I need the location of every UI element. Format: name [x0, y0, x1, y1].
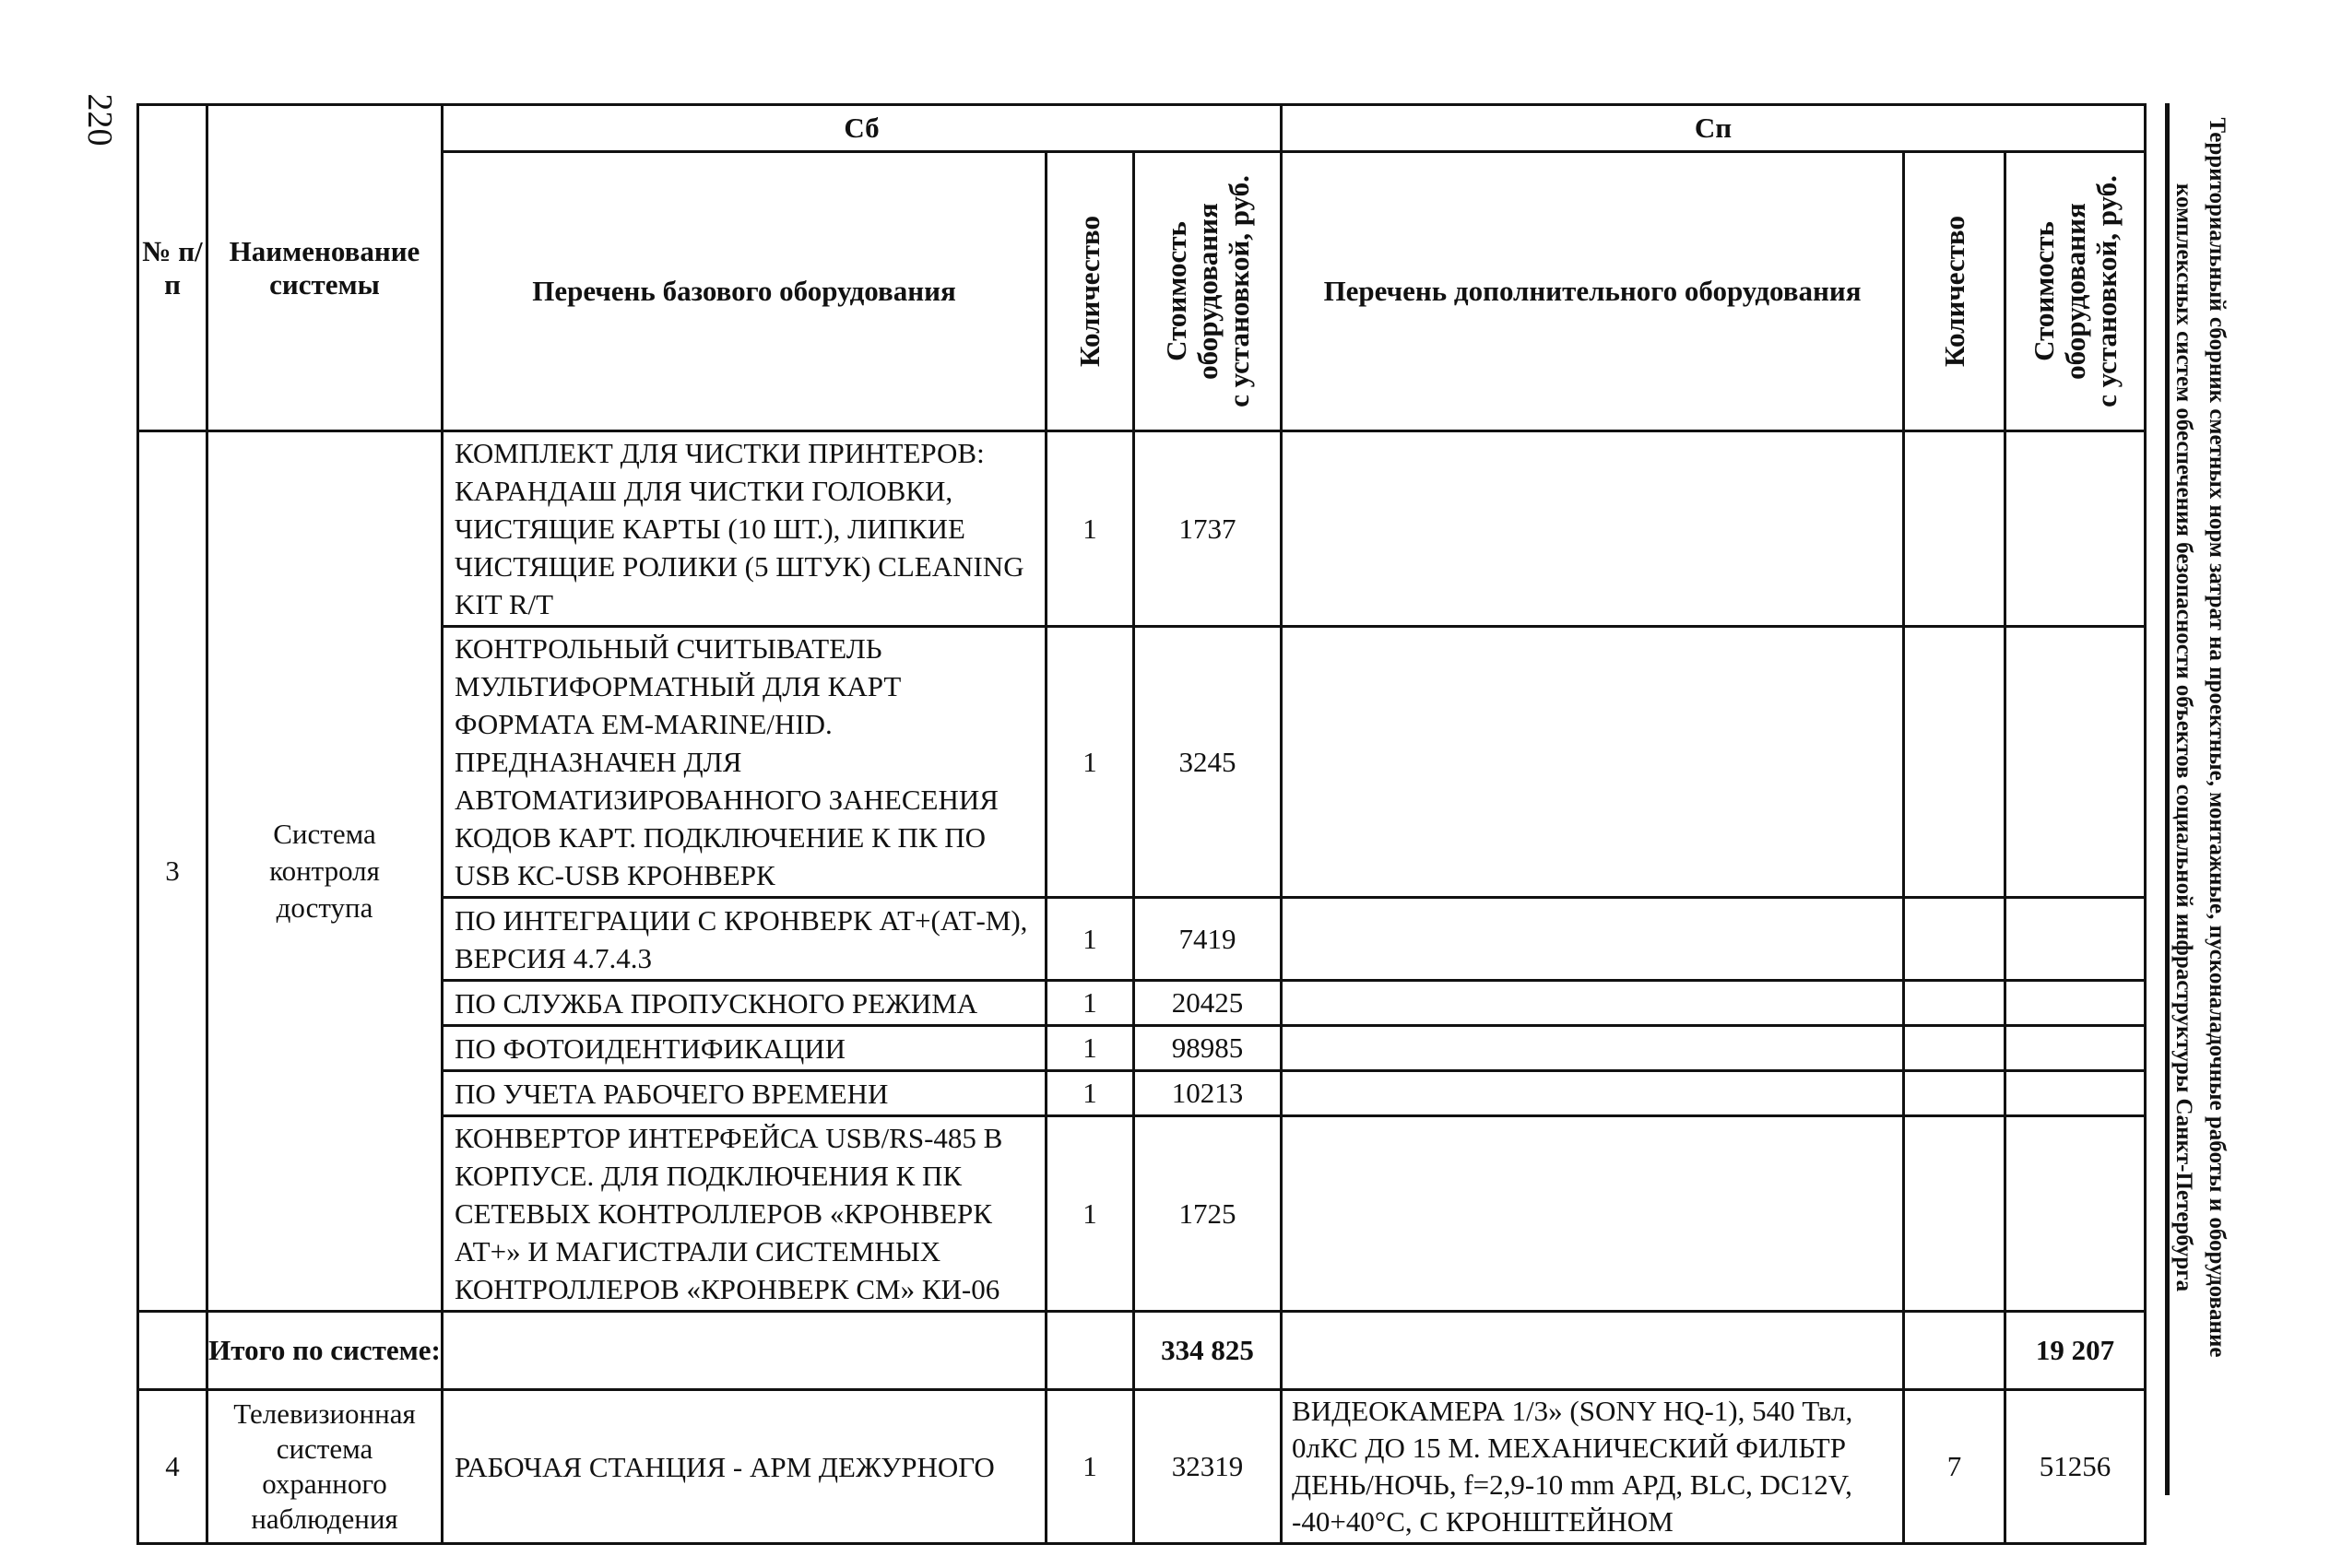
- section4-base-qty: 1: [1047, 1390, 1134, 1544]
- total-label: Итого по системе:: [207, 1312, 443, 1390]
- section3-item-qty: 1: [1047, 1026, 1134, 1071]
- table-row: [138, 1390, 2146, 1544]
- table-row: [138, 431, 2146, 627]
- section3-item-cost: 10213: [1134, 1071, 1282, 1116]
- empty-cell: [1904, 981, 2005, 1026]
- side-divider: [2165, 103, 2170, 1495]
- empty-cell: [2005, 1071, 2146, 1116]
- empty-cell: [1904, 431, 2005, 627]
- section3-item-cost: 98985: [1134, 1026, 1282, 1071]
- empty-cell: [138, 1312, 207, 1390]
- section3-item-cost: 20425: [1134, 981, 1282, 1026]
- empty-cell: [2005, 981, 2146, 1026]
- section3-item-name: ПО ФОТОИДЕНТИФИКАЦИИ: [443, 1026, 1047, 1071]
- section3-item-qty: 1: [1047, 898, 1134, 981]
- section3-item-qty: 1: [1047, 981, 1134, 1026]
- section4-extra-cost: 51256: [2005, 1390, 2146, 1544]
- empty-cell: [1282, 1071, 1904, 1116]
- section3-item-qty: 1: [1047, 431, 1134, 627]
- empty-cell: [1904, 1026, 2005, 1071]
- equipment-table: [136, 103, 2147, 1545]
- header-extra-list: Перечень дополнительного оборудования: [1282, 152, 1904, 431]
- empty-cell: [1904, 1116, 2005, 1312]
- section4-num: 4: [138, 1390, 207, 1544]
- total-row: [138, 1312, 2146, 1390]
- empty-cell: [1282, 431, 1904, 627]
- empty-cell: [1282, 1312, 1904, 1390]
- header-group-extra: Сп: [1282, 105, 2146, 152]
- section3-item-cost: 3245: [1134, 627, 1282, 898]
- header-cost-line-3: с установкой, руб.: [1222, 175, 1255, 407]
- empty-cell: [2005, 1116, 2146, 1312]
- empty-cell: [1282, 1116, 1904, 1312]
- empty-cell: [2005, 431, 2146, 627]
- header-base-list: Перечень базового оборудования: [443, 152, 1047, 431]
- header-cost2-line-2: оборудования: [2058, 203, 2091, 380]
- section3-item-qty: 1: [1047, 627, 1134, 898]
- total-base-cost: 334 825: [1134, 1312, 1282, 1390]
- empty-cell: [1904, 627, 2005, 898]
- section3-item-cost: 7419: [1134, 898, 1282, 981]
- header-row-1: [138, 105, 2146, 152]
- empty-cell: [443, 1312, 1047, 1390]
- empty-cell: [1904, 898, 2005, 981]
- section4-base-item: РАБОЧАЯ СТАНЦИЯ - АРМ ДЕЖУРНОГО: [443, 1390, 1047, 1544]
- section3-item-name: КОМПЛЕКТ ДЛЯ ЧИСТКИ ПРИНТЕРОВ: КАРАНДАШ ДЛЯ ЧИСТКИ ГОЛОВКИ, ЧИСТЯЩИЕ КАРТЫ (10 ШТ.), ЛИПКИЕ ЧИСТЯЩИЕ РОЛИКИ (5 ШТУК) CLEANING KIT R/T: [443, 431, 1047, 627]
- empty-cell: [2005, 898, 2146, 981]
- header-qty: [1047, 152, 1134, 431]
- section3-item-name: ПО СЛУЖБА ПРОПУСКНОГО РЕЖИМА: [443, 981, 1047, 1026]
- empty-cell: [1282, 627, 1904, 898]
- section4-system: Телевизионная система охранного наблюдения: [207, 1390, 443, 1544]
- empty-cell: [1282, 1026, 1904, 1071]
- side-title-line-2: комплексных систем обеспечения безопасности объектов социальной инфраструктуры Санкт-Петербурга: [2171, 183, 2196, 1292]
- page-number: 220: [80, 93, 119, 147]
- header-cost2-line-1: Стоимость: [2027, 221, 2060, 361]
- header-cost: [1134, 152, 1282, 431]
- header-group-base: Сб: [443, 105, 1282, 152]
- empty-cell: [1282, 981, 1904, 1026]
- header-qty2: [1904, 152, 2005, 431]
- section3-item-name: ПО УЧЕТА РАБОЧЕГО ВРЕМЕНИ: [443, 1071, 1047, 1116]
- header-num: № п/п: [138, 105, 207, 431]
- header-qty2-label: Количество: [1937, 216, 1970, 367]
- header-qty-label: Количество: [1073, 216, 1106, 367]
- empty-cell: [2005, 1026, 2146, 1071]
- header-system: Наименование системы: [207, 105, 443, 431]
- section3-item-name: ПО ИНТЕГРАЦИИ С КРОНВЕРК АТ+(АТ-М), ВЕРСИЯ 4.7.4.3: [443, 898, 1047, 981]
- section3-system: Система контроля доступа: [207, 431, 443, 1312]
- section4-base-cost: 32319: [1134, 1390, 1282, 1544]
- header-cost2: [2005, 152, 2146, 431]
- section3-item-cost: 1737: [1134, 431, 1282, 627]
- header-cost-line-1: Стоимость: [1159, 221, 1192, 361]
- header-cost2-line-3: с установкой, руб.: [2089, 175, 2123, 407]
- section4-extra-qty: 7: [1904, 1390, 2005, 1544]
- section3-item-cost: 1725: [1134, 1116, 1282, 1312]
- header-cost2-label: [2029, 175, 2123, 407]
- section3-item-name: КОНВЕРТОР ИНТЕРФЕЙСА USB/RS-485 В КОРПУСЕ. ДЛЯ ПОДКЛЮЧЕНИЯ К ПК СЕТЕВЫХ КОНТРОЛЛЕРОВ «КРОНВЕРК АТ+» И МАГИСТРАЛИ СИСТЕМНЫХ КОНТРОЛЛЕРОВ «КРОНВЕРК СМ» КИ-06: [443, 1116, 1047, 1312]
- section4-extra-item: ВИДЕОКАМЕРА 1/3» (SONY HQ-1), 540 Твл, 0лКС ДО 15 М. МЕХАНИЧЕСКИЙ ФИЛЬТР ДЕНЬ/НОЧЬ, f=2,9-10 mm АРД, BLC, DC12V, -40+40°С, С КРОНШТЕЙНОМ: [1282, 1390, 1904, 1544]
- empty-cell: [2005, 627, 2146, 898]
- section3-item-qty: 1: [1047, 1116, 1134, 1312]
- section3-item-qty: 1: [1047, 1071, 1134, 1116]
- empty-cell: [1047, 1312, 1134, 1390]
- empty-cell: [1904, 1071, 2005, 1116]
- header-cost-line-2: оборудования: [1190, 203, 1224, 380]
- side-title-line-1: Территориальный сборник сметных норм затрат на проектные, монтажные, пусконаладочные работы и оборудование: [2205, 117, 2230, 1358]
- empty-cell: [1904, 1312, 2005, 1390]
- header-cost-label: [1161, 175, 1255, 407]
- section3-num: 3: [138, 431, 207, 1312]
- section3-item-name: КОНТРОЛЬНЫЙ СЧИТЫВАТЕЛЬ МУЛЬТИФОРМАТНЫЙ ДЛЯ КАРТ ФОРМАТА EM-MARINE/HID. ПРЕДНАЗНАЧЕН ДЛЯ АВТОМАТИЗИРОВАННОГО ЗАНЕСЕНИЯ КОДОВ КАРТ. ПОДКЛЮЧЕНИЕ К ПК ПО USB КС-USB КРОНВЕРК: [443, 627, 1047, 898]
- total-extra-cost: 19 207: [2005, 1312, 2146, 1390]
- empty-cell: [1282, 898, 1904, 981]
